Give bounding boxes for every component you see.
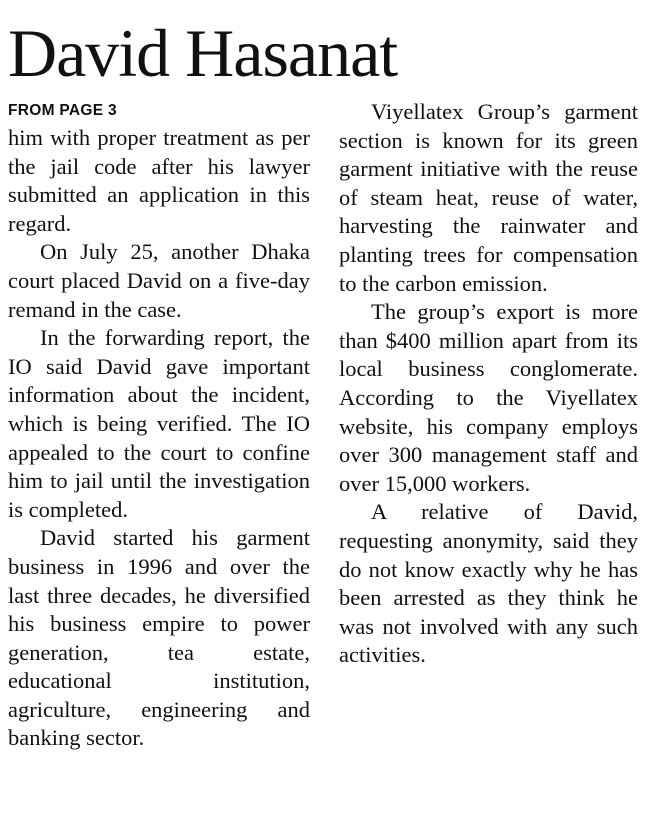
- article-column-right: [339, 98, 638, 670]
- article-column-left: [8, 98, 310, 753]
- paragraph: him with proper treatment as per the jail code after his lawyer submitted an application in this regard.: [8, 125, 310, 236]
- continuation-kicker: FROM PAGE 3: [8, 102, 117, 119]
- paragraph: On July 25, another Dhaka court placed David on a five-day remand in the case.: [8, 239, 310, 322]
- paragraph: David started his garment business in 1996 and over the last three decades, he diversified his business empire to power generation, tea estate, educational institution, agriculture, engineering and banking sector.: [8, 525, 310, 751]
- headline: David Hasanat: [8, 15, 398, 91]
- paragraph: A relative of David, requesting anonymity, said they do not know exactly why he has been arrested as they think he was not involved with any such activities.: [339, 499, 638, 668]
- paragraph: In the forwarding report, the IO said David gave important information about the incident, which is being verified. The IO appealed to the court to confine him to jail until the investigation is completed.: [8, 325, 310, 522]
- paragraph: Viyellatex Group’s garment section is known for its green garment initiative with the reuse of steam heat, reuse of water, harvesting the rainwater and planting trees for compensation to the carbon emission.: [339, 99, 638, 296]
- paragraph: The group’s export is more than $400 million apart from its local business conglomerate. According to the Viyellatex website, his company employs over 300 management staff and over 15,000 workers.: [339, 299, 638, 496]
